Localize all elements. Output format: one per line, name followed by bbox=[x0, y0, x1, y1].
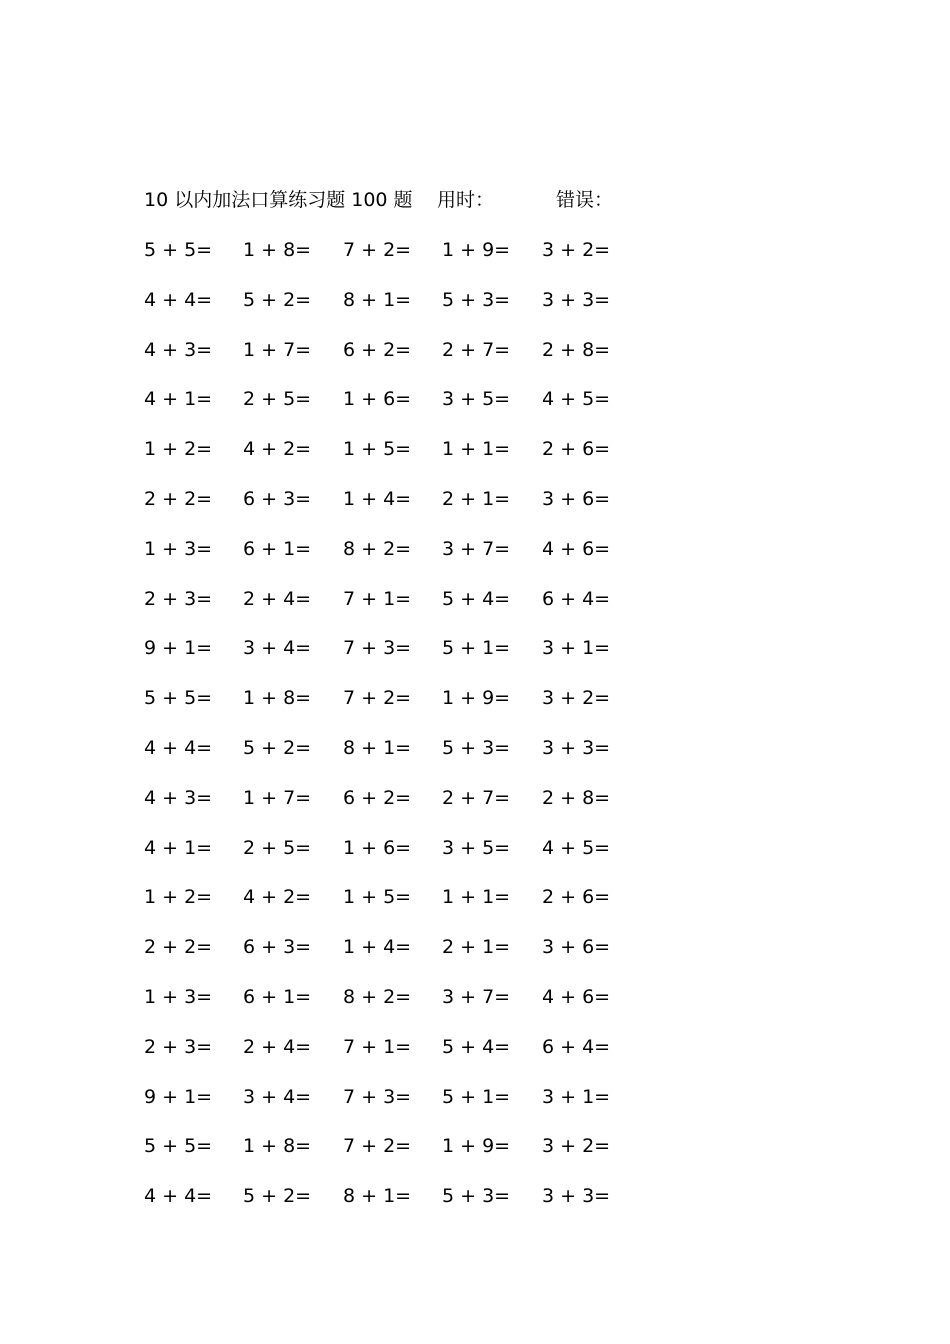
addition-problem: 2 + 3= bbox=[144, 1035, 213, 1058]
addition-problem: 1 + 1= bbox=[442, 886, 511, 909]
problem-row bbox=[144, 734, 644, 784]
addition-problem: 3 + 2= bbox=[542, 239, 611, 261]
addition-problem: 5 + 5= bbox=[144, 239, 213, 261]
addition-problem: 6 + 4= bbox=[542, 587, 611, 610]
problem-row bbox=[144, 336, 644, 386]
addition-problem: 1 + 9= bbox=[442, 687, 511, 710]
addition-problem: 2 + 6= bbox=[542, 886, 611, 909]
addition-problem: 3 + 6= bbox=[542, 487, 611, 510]
addition-problem: 2 + 5= bbox=[243, 388, 312, 411]
addition-problem: 2 + 8= bbox=[542, 338, 611, 361]
problem-row bbox=[144, 784, 644, 834]
addition-problem: 1 + 8= bbox=[243, 1135, 312, 1158]
addition-problem: 2 + 4= bbox=[243, 587, 312, 610]
addition-problem: 4 + 4= bbox=[144, 1185, 213, 1208]
addition-problem: 5 + 2= bbox=[243, 736, 312, 759]
addition-problem: 2 + 2= bbox=[144, 487, 213, 510]
addition-problem: 6 + 3= bbox=[243, 936, 312, 959]
problem-row bbox=[144, 834, 644, 884]
problem-row bbox=[144, 1033, 644, 1083]
addition-problem: 6 + 4= bbox=[542, 1035, 611, 1058]
addition-problem: 6 + 2= bbox=[343, 338, 412, 361]
addition-problem: 4 + 6= bbox=[542, 537, 611, 560]
addition-problem: 6 + 1= bbox=[243, 985, 312, 1008]
addition-problem: 7 + 2= bbox=[343, 1135, 412, 1158]
addition-problem: 3 + 2= bbox=[542, 687, 611, 710]
problem-row bbox=[144, 535, 644, 585]
addition-problem: 8 + 1= bbox=[343, 1185, 412, 1208]
addition-problem: 1 + 3= bbox=[144, 537, 213, 560]
addition-problem: 3 + 7= bbox=[442, 537, 511, 560]
addition-problem: 4 + 3= bbox=[144, 338, 213, 361]
addition-problem: 4 + 1= bbox=[144, 388, 213, 411]
addition-problem: 2 + 3= bbox=[144, 587, 213, 610]
addition-problem: 5 + 2= bbox=[243, 288, 312, 311]
addition-problem: 4 + 3= bbox=[144, 786, 213, 809]
addition-problem: 1 + 5= bbox=[343, 438, 412, 461]
addition-problem: 5 + 5= bbox=[144, 1135, 213, 1158]
addition-problem: 1 + 2= bbox=[144, 438, 213, 461]
addition-problem: 1 + 8= bbox=[243, 687, 312, 710]
problem-row bbox=[144, 485, 644, 535]
addition-problem: 1 + 6= bbox=[343, 388, 412, 411]
addition-problem: 5 + 1= bbox=[442, 1085, 511, 1108]
addition-problem: 2 + 7= bbox=[442, 786, 511, 809]
addition-problem: 4 + 5= bbox=[542, 388, 611, 411]
addition-problem: 1 + 7= bbox=[243, 338, 312, 361]
addition-problem: 9 + 1= bbox=[144, 1085, 213, 1108]
addition-problem: 5 + 5= bbox=[144, 687, 213, 710]
addition-problem: 7 + 3= bbox=[343, 637, 412, 660]
addition-problem: 1 + 1= bbox=[442, 438, 511, 461]
addition-problem: 2 + 1= bbox=[442, 487, 511, 510]
addition-problem: 3 + 7= bbox=[442, 985, 511, 1008]
addition-problem: 5 + 4= bbox=[442, 587, 511, 610]
addition-problem: 1 + 8= bbox=[243, 239, 312, 261]
addition-problem: 1 + 2= bbox=[144, 886, 213, 909]
addition-problem: 6 + 3= bbox=[243, 487, 312, 510]
addition-problem: 7 + 3= bbox=[343, 1085, 412, 1108]
addition-problem: 1 + 3= bbox=[144, 985, 213, 1008]
addition-problem: 6 + 1= bbox=[243, 537, 312, 560]
addition-problem: 4 + 4= bbox=[144, 288, 213, 311]
addition-problem: 8 + 2= bbox=[343, 985, 412, 1008]
addition-problem: 2 + 2= bbox=[144, 936, 213, 959]
addition-problem: 5 + 4= bbox=[442, 1035, 511, 1058]
addition-problem: 7 + 1= bbox=[343, 1035, 412, 1058]
problem-row bbox=[144, 385, 644, 435]
addition-problem: 1 + 9= bbox=[442, 1135, 511, 1158]
addition-problem: 1 + 4= bbox=[343, 936, 412, 959]
problem-row bbox=[144, 585, 644, 635]
problem-row bbox=[144, 634, 644, 684]
addition-problem: 3 + 6= bbox=[542, 936, 611, 959]
addition-problem: 5 + 1= bbox=[442, 637, 511, 660]
addition-problem: 1 + 9= bbox=[442, 239, 511, 261]
addition-problem: 5 + 3= bbox=[442, 736, 511, 759]
addition-problem: 2 + 1= bbox=[442, 936, 511, 959]
addition-problem: 2 + 8= bbox=[542, 786, 611, 809]
addition-problem: 3 + 2= bbox=[542, 1135, 611, 1158]
addition-problem: 3 + 1= bbox=[542, 637, 611, 660]
addition-problem: 2 + 4= bbox=[243, 1035, 312, 1058]
addition-problem: 4 + 4= bbox=[144, 736, 213, 759]
problem-row bbox=[144, 983, 644, 1033]
addition-problem: 5 + 2= bbox=[243, 1185, 312, 1208]
addition-problem: 4 + 2= bbox=[243, 438, 312, 461]
addition-problem: 3 + 3= bbox=[542, 1185, 611, 1208]
problem-row bbox=[144, 883, 644, 933]
addition-problem: 2 + 5= bbox=[243, 836, 312, 859]
addition-problem: 3 + 5= bbox=[442, 388, 511, 411]
worksheet-title: 10 以内加法口算练习题 100 题 bbox=[144, 189, 413, 211]
problem-grid bbox=[144, 236, 644, 1232]
error-count-label: 错误： bbox=[556, 189, 614, 211]
addition-problem: 5 + 3= bbox=[442, 288, 511, 311]
addition-problem: 5 + 3= bbox=[442, 1185, 511, 1208]
worksheet-header bbox=[144, 186, 624, 214]
addition-problem: 3 + 3= bbox=[542, 288, 611, 311]
addition-problem: 4 + 5= bbox=[542, 836, 611, 859]
addition-problem: 6 + 2= bbox=[343, 786, 412, 809]
addition-problem: 9 + 1= bbox=[144, 637, 213, 660]
problem-row bbox=[144, 684, 644, 734]
addition-problem: 4 + 2= bbox=[243, 886, 312, 909]
problem-row bbox=[144, 435, 644, 485]
addition-problem: 4 + 1= bbox=[144, 836, 213, 859]
addition-problem: 7 + 2= bbox=[343, 239, 412, 261]
addition-problem: 3 + 1= bbox=[542, 1085, 611, 1108]
addition-problem: 8 + 1= bbox=[343, 736, 412, 759]
addition-problem: 2 + 6= bbox=[542, 438, 611, 461]
addition-problem: 1 + 6= bbox=[343, 836, 412, 859]
addition-problem: 2 + 7= bbox=[442, 338, 511, 361]
addition-problem: 8 + 2= bbox=[343, 537, 412, 560]
addition-problem: 7 + 1= bbox=[343, 587, 412, 610]
addition-problem: 8 + 1= bbox=[343, 288, 412, 311]
problem-row bbox=[144, 1132, 644, 1182]
addition-problem: 3 + 4= bbox=[243, 1085, 312, 1108]
addition-problem: 4 + 6= bbox=[542, 985, 611, 1008]
addition-problem: 1 + 4= bbox=[343, 487, 412, 510]
time-used-label: 用时： bbox=[437, 189, 495, 211]
problem-row bbox=[144, 286, 644, 336]
addition-problem: 1 + 5= bbox=[343, 886, 412, 909]
addition-problem: 3 + 3= bbox=[542, 736, 611, 759]
addition-problem: 1 + 7= bbox=[243, 786, 312, 809]
problem-row bbox=[144, 236, 644, 286]
problem-row bbox=[144, 1182, 644, 1232]
addition-problem: 3 + 4= bbox=[243, 637, 312, 660]
problem-row bbox=[144, 933, 644, 983]
problem-row bbox=[144, 1083, 644, 1133]
addition-problem: 7 + 2= bbox=[343, 687, 412, 710]
addition-problem: 3 + 5= bbox=[442, 836, 511, 859]
